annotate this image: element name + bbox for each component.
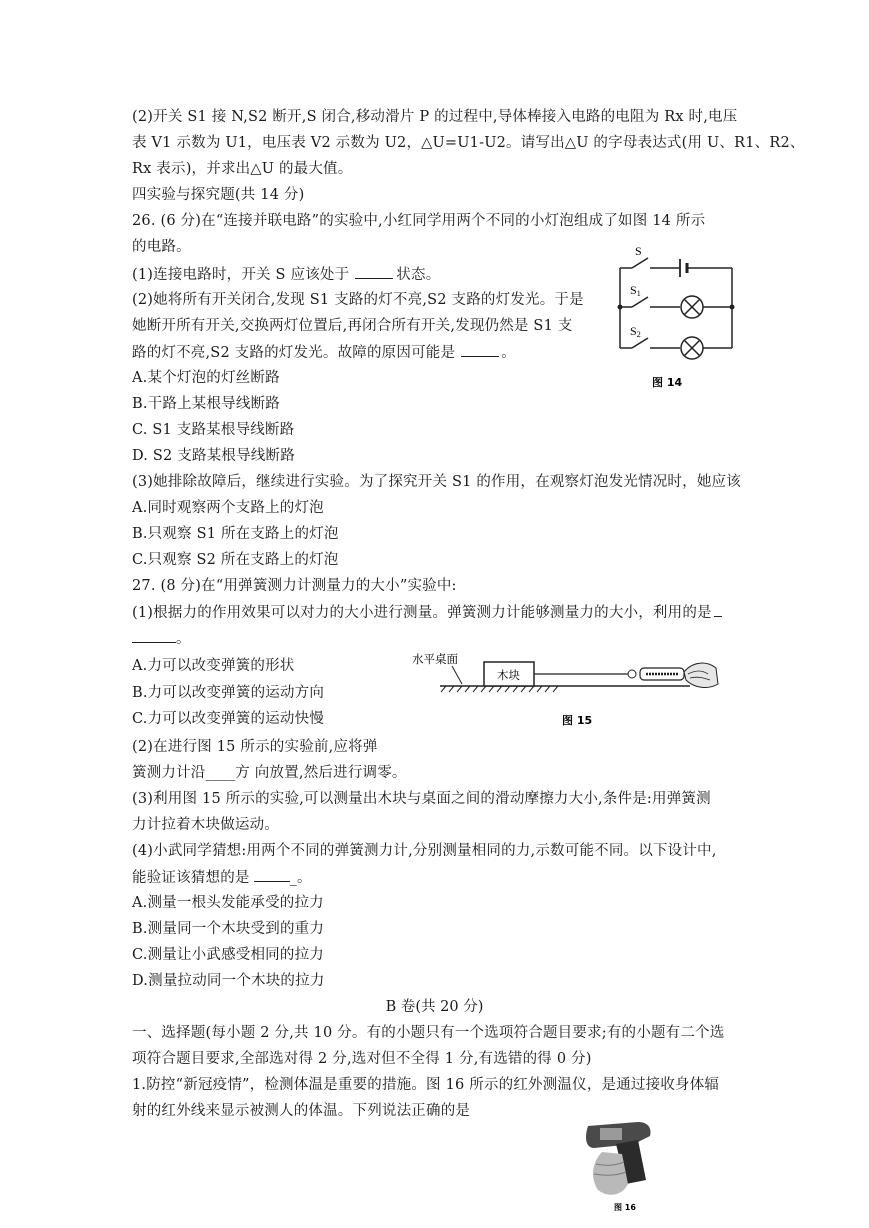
hand-shape [684,663,718,687]
switch-s2-label: S2 [630,324,641,339]
circuit-diagram [608,240,748,392]
q26-option-d: D. S2 支路某根导线断路 [132,448,295,464]
q26-part2-line-3 [132,342,516,363]
q26-part1-end: 状态。 [396,267,441,283]
figure-16-caption: 图 16 [614,1203,636,1212]
q26-stem-line-1: 26. (6 分)在“连接并联电路”的实验中,小红同学用两个不同的小灯泡组成了如图 14 所示 [132,213,706,229]
q26-stem-line-2: 的电路。 [132,239,191,255]
q26-part2-line-2: 她断开所有开关,交换两灯位置后,再闭合所有开关,发现仍然是 S1 支 [132,318,573,334]
q25-2-line-2: 表 V1 示数为 U1，电压表 V2 示数为 U2，△U=U1-U2。请写出△U 的字母表达式(用 U、R1、R2、 [132,135,805,151]
figure-14-caption: 图 14 [652,376,683,389]
q27-part3-line-2: 力计拉着木块做运动。 [132,817,279,833]
q26-part1 [132,264,440,285]
section-b-instructions-line-2: 项符合题目要求,全部选对得 2 分,选对但不全得 1 分,有选错的得 0 分) [132,1051,592,1067]
switch-s-label: S [635,244,642,258]
answer-blank [714,602,722,617]
q27-part4-option-d: D.测量拉动同一个木块的拉力 [132,973,325,989]
switch-s1-label: S1 [630,283,641,298]
q27-part1-end: 。 [176,631,191,647]
q27-part3-line-1: (3)利用图 15 所示的实验,可以测量出木块与桌面之间的滑动摩擦力大小,条件是:用弹簧测 [132,791,711,807]
q26-part1-text: (1)连接电路时，开关 S 应该处于 [132,267,350,283]
q27-part4-text: 能验证该猜想的是 [132,870,250,886]
figure-16-thermometer [582,1118,672,1214]
q26-part3-option-b: B.只观察 S1 所在支路上的灯泡 [132,526,339,542]
b-q1-stem-line-2: 射的红外线来显示被测人的体温。下列说法正确的是 [132,1103,471,1119]
q26-option-c: C. S1 支路某根导线断路 [132,422,295,438]
q27-part2-line-1: (2)在进行图 15 所示的实验前,应将弹 [132,739,378,755]
q25-2-line-3: Rx 表示)，并求出△U 的最大值。 [132,161,353,177]
q26-part2-text: 路的灯不亮,S2 支路的灯发光。故障的原因可能是 [132,345,456,361]
q27-option-c: C.力可以改变弹簧的运动快慢 [132,711,324,727]
answer-blank [461,342,499,357]
q26-part3: (3)她排除故障后，继续进行实验。为了探究开关 S1 的作用，在观察灯泡发光情况时，她应该 [132,474,741,490]
q27-part1 [132,602,722,623]
spring-scale-diagram [400,648,720,730]
q27-part4-line-2 [132,867,312,888]
q26-part3-option-a: A.同时观察两个支路上的灯泡 [132,500,324,516]
q27-part4-option-c: C.测量让小武感受相同的拉力 [132,947,324,963]
figure-15-caption: 图 15 [562,714,593,727]
desk-label: 水平桌面 [412,654,458,666]
section-four-heading: 四实验与探究题(共 14 分) [132,187,305,203]
figure-14-circuit [608,240,748,392]
section-b-instructions-line-1: 一、选择题(每小题 2 分,共 10 分。有的小题只有一个选项符合题目要求;有的小题有二个选 [132,1025,725,1041]
q27-part1-continued [132,628,191,649]
block-label: 木块 [497,670,520,682]
q27-option-a: A.力可以改变弹簧的形状 [132,658,295,674]
q26-option-b: B.干路上某根导线断路 [132,396,280,412]
q27-option-b: B.力可以改变弹簧的运动方向 [132,685,325,701]
q27-part4-option-a: A.测量一根头发能承受的拉力 [132,895,324,911]
q27-part4-end: _。 [289,870,312,886]
q26-part2-end: 。 [501,345,516,361]
answer-blank [355,264,393,279]
q27-part1-text: (1)根据力的作用效果可以对力的大小进行测量。弹簧测力计能够测量力的大小，利用的是 [132,605,712,621]
q27-stem: 27. (8 分)在“用弹簧测力计测量力的大小”实验中: [132,578,457,594]
q26-part3-option-c: C.只观察 S2 所在支路上的灯泡 [132,552,339,568]
b-q1-stem-line-1: 1.防控“新冠疫情”，检测体温是重要的措施。图 16 所示的红外测温仪，是通过接收身体辐 [132,1077,720,1093]
q27-part4-option-b: B.测量同一个木块受到的重力 [132,921,325,937]
section-b-heading: B 卷(共 20 分) [385,999,484,1015]
q26-part2-line-1: (2)她将所有开关闭合,发现 S1 支路的灯不亮,S2 支路的灯发光。于是 [132,292,584,308]
q26-option-a: A.某个灯泡的灯丝断路 [132,370,280,386]
q27-part2-line-2: 簧测力计沿____方 向放置,然后进行调零。 [132,765,407,781]
infrared-thermometer-photo [582,1118,672,1214]
q27-part4-line-1: (4)小武同学猜想:用两个不同的弹簧测力计,分别测量相同的力,示数可能不同。以下设计中, [132,843,717,859]
figure-15-experiment [400,648,720,730]
answer-blank [132,628,176,643]
answer-blank [254,867,290,882]
q25-2-line-1: (2)开关 S1 接 N,S2 断开,S 闭合,移动滑片 P 的过程中,导体棒接入电路的电阻为 Rx 时,电压 [132,109,738,125]
